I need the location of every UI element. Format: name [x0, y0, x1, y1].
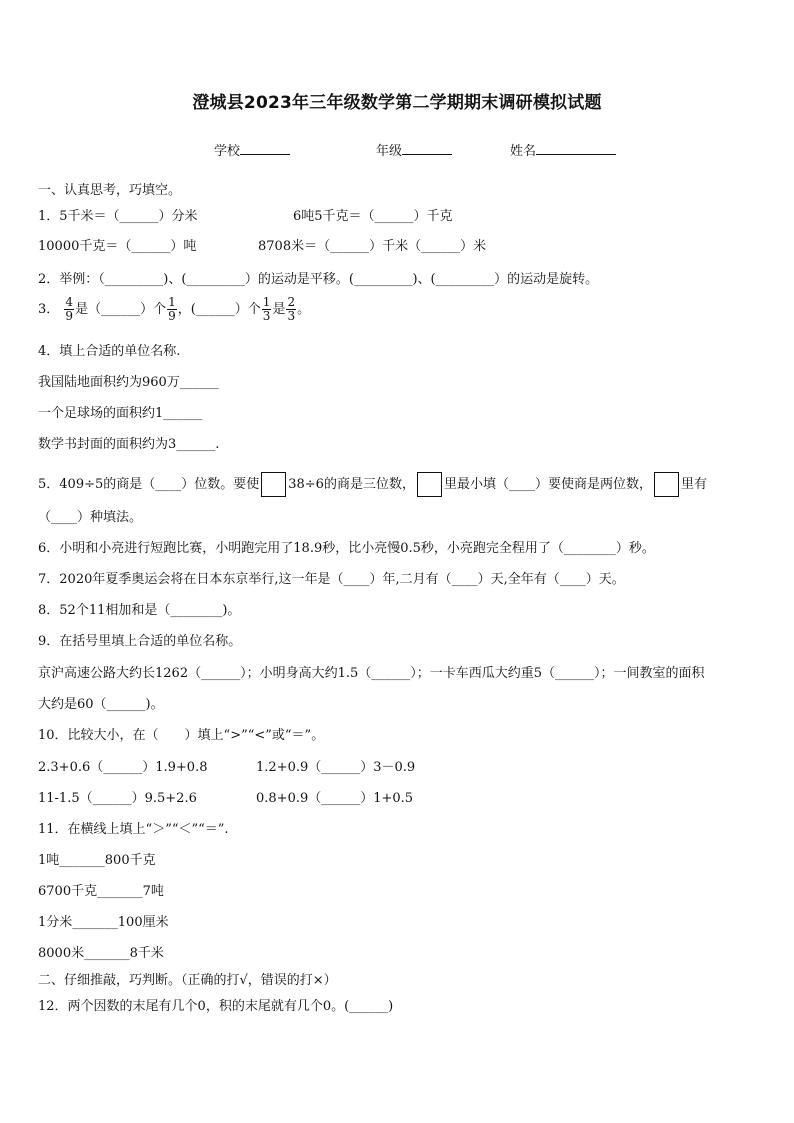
question-4b: 一个足球场的面积约1______ [38, 406, 203, 421]
question-10a: 2.3+0.6（______）1.9+0.8 [38, 760, 208, 775]
fraction-4-9: $\frac{4}{9}$ [65, 295, 74, 323]
question-3 [38, 296, 310, 323]
question-4: 4．填上合适的单位名称. [38, 344, 181, 359]
question-11b: 6700千克_______7吨 [38, 884, 164, 899]
question-12: 12．两个因数的末尾有几个0，积的末尾就有几个0。(______) [38, 999, 394, 1014]
name-blank [536, 141, 616, 155]
section-2-heading: 二、仔细推敲，巧判断。（正确的打√，错误的打×） [38, 973, 337, 988]
q5-text-3: 里最小填（____）要使商是两位数， [443, 477, 652, 492]
grade-label: 年级 [376, 144, 403, 159]
question-5 [38, 472, 707, 497]
grade-blank [402, 141, 452, 155]
question-1d: 8708米＝（______）千米（______）米 [258, 239, 487, 254]
blank-box-3 [654, 472, 679, 497]
grade-field [376, 140, 452, 159]
question-6: 6．小明和小亮进行短跑比赛，小明跑完用了18.9秒，比小亮慢0.5秒，小亮跑完全程用了（________）秒。 [38, 541, 655, 556]
q5-text-4: 里有 [680, 477, 707, 492]
q3-text-1: 是（______）个 [75, 302, 167, 317]
school-field [214, 140, 290, 159]
question-10b: 1.2+0.9（______）3－0.9 [256, 760, 416, 775]
question-5-cont: （____）种填法。 [38, 510, 143, 525]
q3-text-4: 。 [297, 302, 311, 317]
name-field [510, 140, 616, 159]
question-4a: 我国陆地面积约为960万______ [38, 375, 219, 390]
question-7: 7．2020年夏季奥运会将在日本东京举行,这一年是（____）年,二月有（____）天,全年有（____）天。 [38, 572, 625, 587]
page-title: 澄城县2023年三年级数学第二学期期末调研模拟试题 [192, 93, 602, 113]
question-9a: 京沪高速公路大约长1262（______）；小明身高大约1.5（______）；一卡车西瓜大约重5（______）；一间教室的面积 [38, 666, 705, 681]
question-11d: 8000米_______8千米 [38, 946, 164, 961]
section-1-heading: 一、认真思考，巧填空。 [38, 183, 182, 198]
question-1c: 10000千克＝（______）吨 [38, 239, 197, 254]
q3-number: 3． [38, 302, 60, 317]
question-11c: 1分米_______100厘米 [38, 915, 169, 930]
q3-text-3: 是 [272, 302, 286, 317]
question-10: 10．比较大小，在（ ）填上“>”“<”或“＝”。 [38, 728, 325, 743]
question-2: 2．举例：（_________)、(_________）的运动是平移。(_________)、(_________）的运动是旋转。 [38, 272, 599, 287]
name-label: 姓名 [510, 144, 537, 159]
fraction-1-3: $\frac{1}{3}$ [262, 295, 271, 323]
question-10c: 11-1.5（______）9.5+2.6 [38, 791, 197, 806]
question-9b: 大约是60（______)。 [38, 697, 164, 712]
question-4c: 数学书封面的面积约为3______. [38, 437, 220, 452]
question-1b: 6吨5千克＝（______）千克 [293, 209, 453, 224]
question-11: 11．在横线上填上“＞”“＜”“＝”. [38, 822, 229, 837]
school-label: 学校 [214, 144, 241, 159]
q3-text-2: ，(______）个 [177, 302, 261, 317]
fraction-2-3: $\frac{2}{3}$ [287, 295, 296, 323]
q5-text-2: 38÷6的商是三位数， [288, 477, 415, 492]
question-10d: 0.8+0.9（______）1+0.5 [256, 791, 414, 806]
fraction-1-9: $\frac{1}{9}$ [168, 295, 176, 323]
question-8: 8．52个11相加和是（________)。 [38, 603, 241, 618]
question-11a: 1吨_______800千克 [38, 853, 156, 868]
question-1a: 1．5千米＝（______）分米 [38, 209, 198, 224]
q5-text-1: 5．409÷5的商是（____）位数。要使 [38, 477, 260, 492]
blank-box-2 [417, 472, 442, 497]
question-9: 9．在括号里填上合适的单位名称。 [38, 634, 242, 649]
school-blank [240, 141, 290, 155]
blank-box-1 [261, 472, 286, 497]
